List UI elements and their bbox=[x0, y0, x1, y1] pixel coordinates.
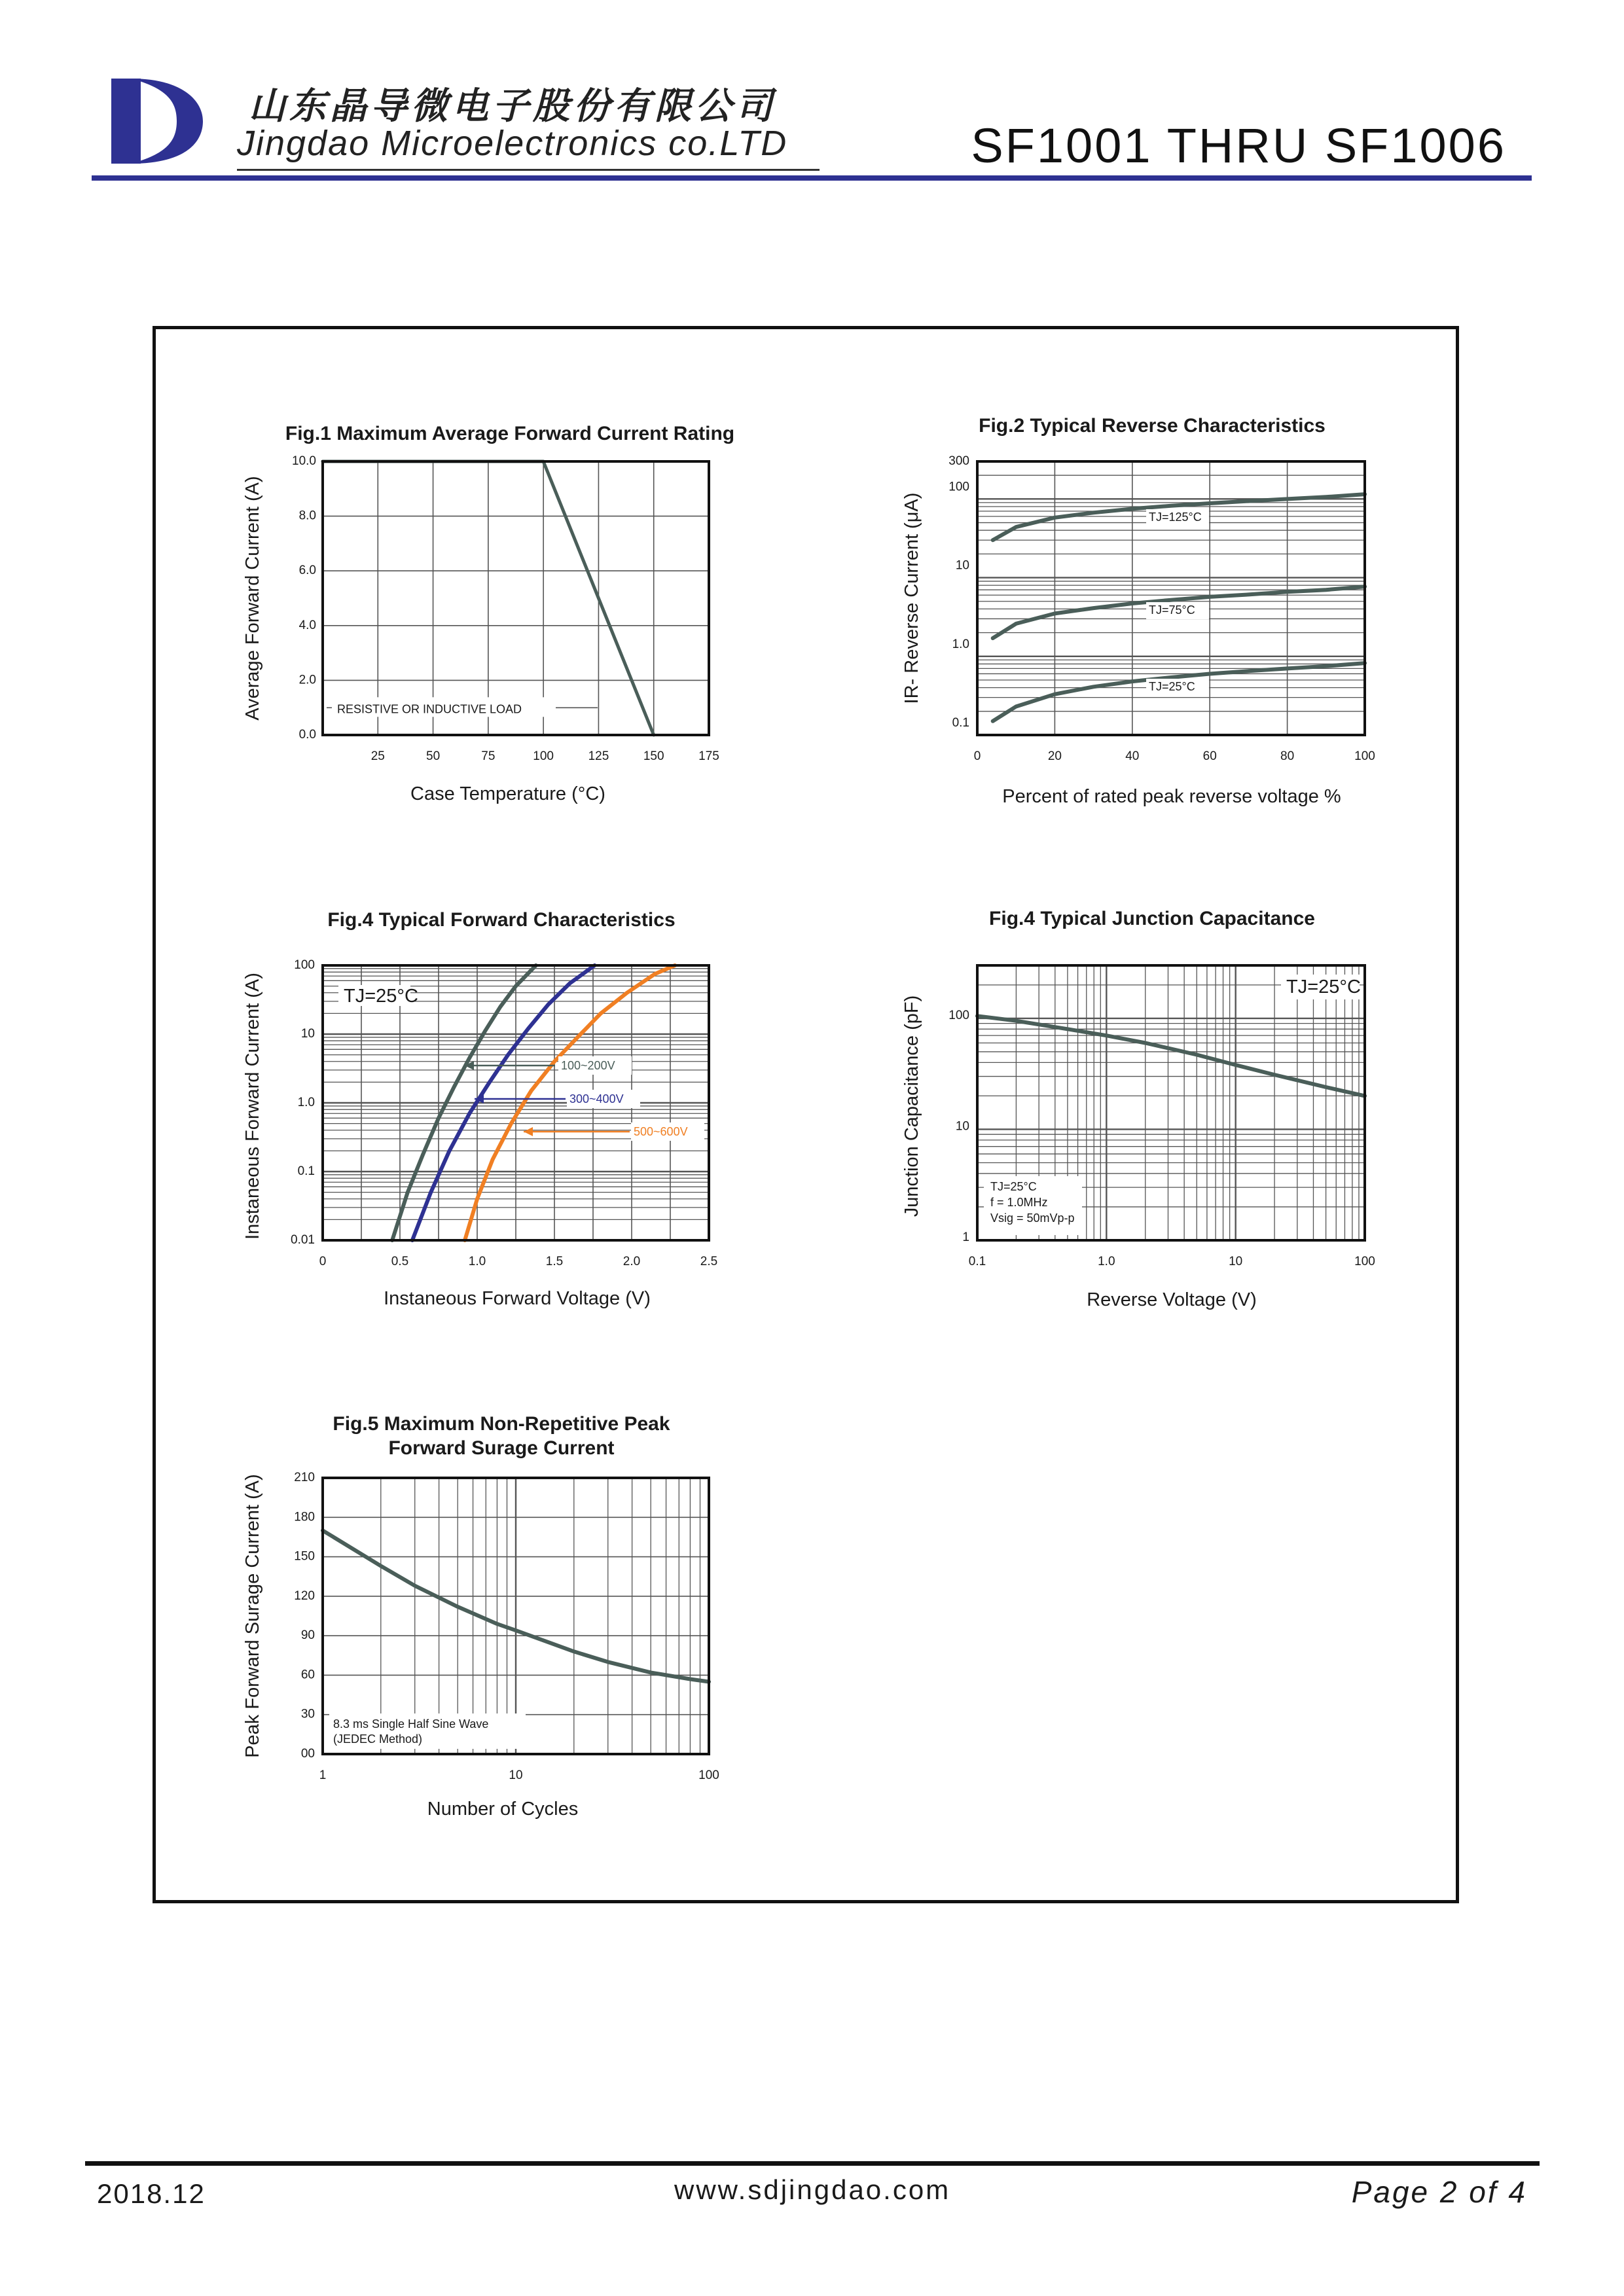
y-tick-label: 1.0 bbox=[297, 1096, 315, 1110]
curve-label: TJ=75°C bbox=[1149, 603, 1195, 617]
y-tick-label: 0.1 bbox=[297, 1164, 315, 1179]
y-tick-label: 90 bbox=[300, 1628, 315, 1643]
x-tick-label: 100 bbox=[1354, 1255, 1375, 1268]
y-tick-label: 100 bbox=[948, 480, 969, 494]
y-tick-label: 60 bbox=[300, 1668, 315, 1682]
chart-title: Forward Surage Current bbox=[388, 1437, 615, 1459]
note-line: Vsig = 50mVp-p bbox=[990, 1211, 1075, 1225]
y-tick-label: 4.0 bbox=[298, 618, 316, 632]
x-tick-label: 20 bbox=[1047, 749, 1062, 763]
y-tick-label: 1.0 bbox=[952, 637, 969, 651]
note-line: (JEDEC Method) bbox=[333, 1732, 423, 1746]
x-tick-label: 1.5 bbox=[545, 1255, 564, 1268]
x-tick-label: 2.5 bbox=[700, 1255, 718, 1268]
y-tick-label: 120 bbox=[294, 1588, 315, 1603]
y-axis-label: Average Forward Current (A) bbox=[242, 476, 263, 721]
y-tick-label: 10 bbox=[955, 1119, 969, 1134]
x-tick-label: 100 bbox=[533, 749, 554, 763]
y-tick-label: 210 bbox=[294, 1471, 315, 1485]
x-axis-label: Reverse Voltage (V) bbox=[1087, 1289, 1257, 1310]
x-tick-label: 100 bbox=[698, 1768, 719, 1782]
x-tick-label: 125 bbox=[588, 749, 609, 763]
y-tick-label: 0.1 bbox=[952, 716, 969, 730]
x-tick-label: 1 bbox=[319, 1768, 327, 1782]
x-axis-label: Percent of rated peak reverse voltage % bbox=[1002, 786, 1341, 807]
note-line: 8.3 ms Single Half Sine Wave bbox=[333, 1717, 489, 1731]
x-tick-label: 0.1 bbox=[968, 1255, 986, 1268]
y-tick-label: 100 bbox=[948, 1008, 969, 1022]
x-axis-label: Case Temperature (°C) bbox=[410, 783, 605, 804]
series-label: 500~600V bbox=[634, 1125, 688, 1138]
x-tick-label: 50 bbox=[426, 749, 441, 763]
series-label: 300~400V bbox=[569, 1092, 624, 1105]
curve-label: TJ=125°C bbox=[1149, 511, 1202, 524]
chart-title: Fig.1 Maximum Average Forward Current Rating bbox=[285, 423, 735, 444]
x-axis-label: Number of Cycles bbox=[427, 1799, 579, 1820]
y-tick-label: 10 bbox=[955, 558, 969, 573]
y-axis-label: Instaneous Forward Current (A) bbox=[242, 973, 263, 1240]
x-tick-label: 0 bbox=[973, 749, 981, 763]
y-tick-label: 8.0 bbox=[298, 509, 316, 523]
x-tick-label: 75 bbox=[481, 749, 496, 763]
y-tick-label: 00 bbox=[300, 1747, 315, 1761]
y-tick-label: 10 bbox=[300, 1027, 315, 1041]
capacitance-curve bbox=[977, 1016, 1365, 1096]
part-range-title: SF1001 THRU SF1006 bbox=[971, 118, 1506, 173]
x-tick-label: 40 bbox=[1125, 749, 1140, 763]
y-axis-label: IR- Reverse Current (μA) bbox=[901, 492, 922, 704]
footer-date: 2018.12 bbox=[97, 2178, 206, 2209]
note-line: f = 1.0MHz bbox=[990, 1196, 1048, 1209]
x-tick-label: 1.0 bbox=[1098, 1255, 1115, 1268]
fig2-chart bbox=[901, 415, 1375, 807]
y-tick-label: 0.01 bbox=[291, 1233, 315, 1247]
footer-url[interactable]: www.sdjingdao.com bbox=[674, 2174, 951, 2205]
chart-title: Fig.2 Typical Reverse Characteristics bbox=[979, 415, 1326, 437]
x-tick-label: 25 bbox=[370, 749, 385, 763]
x-tick-label: 10 bbox=[509, 1768, 523, 1782]
y-tick-label: 150 bbox=[294, 1549, 315, 1564]
y-tick-label: 0.0 bbox=[298, 728, 316, 742]
x-tick-label: 2.0 bbox=[623, 1255, 641, 1268]
condition-label: TJ=25°C bbox=[1286, 977, 1361, 997]
y-tick-label: 180 bbox=[294, 1510, 315, 1524]
y-tick-label: 10.0 bbox=[292, 454, 316, 469]
x-tick-label: 80 bbox=[1280, 749, 1295, 763]
y-tick-label: 2.0 bbox=[298, 673, 316, 687]
y-tick-label: 300 bbox=[948, 454, 969, 469]
company-name-cn: 山东晶导微电子股份有限公司 bbox=[249, 85, 776, 126]
y-tick-label: 30 bbox=[300, 1707, 315, 1721]
chart-title: Fig.5 Maximum Non-Repetitive Peak bbox=[333, 1413, 670, 1435]
x-tick-label: 150 bbox=[643, 749, 664, 763]
x-tick-label: 10 bbox=[1229, 1255, 1243, 1268]
company-name-en: Jingdao Microelectronics co.LTD bbox=[237, 124, 788, 163]
x-tick-label: 60 bbox=[1202, 749, 1217, 763]
x-tick-label: 0.5 bbox=[391, 1255, 409, 1268]
fig3-chart bbox=[242, 909, 717, 1309]
curve-label: TJ=25°C bbox=[1149, 680, 1195, 693]
note-line: TJ=25°C bbox=[990, 1180, 1037, 1193]
y-axis-label: Peak Forward Surage Current (A) bbox=[242, 1474, 263, 1758]
footer-page-number: Page 2 of 4 bbox=[1351, 2175, 1527, 2209]
series-label: 100~200V bbox=[561, 1059, 615, 1072]
x-tick-label: 0 bbox=[319, 1255, 327, 1268]
series-arrowhead bbox=[524, 1127, 533, 1136]
y-tick-label: 6.0 bbox=[298, 564, 316, 578]
x-tick-label: 100 bbox=[1354, 749, 1375, 763]
y-tick-label: 100 bbox=[294, 958, 315, 973]
chart-title: Fig.4 Typical Forward Characteristics bbox=[327, 909, 676, 931]
x-tick-label: 1.0 bbox=[468, 1255, 486, 1268]
fig4-chart bbox=[901, 908, 1375, 1310]
y-tick-label: 1 bbox=[962, 1230, 969, 1245]
x-tick-label: 175 bbox=[698, 749, 719, 763]
footer-rule bbox=[85, 2161, 1540, 2166]
annotation-text: RESISTIVE OR INDUCTIVE LOAD bbox=[337, 702, 522, 716]
plot-border bbox=[323, 461, 709, 735]
condition-label: TJ=25°C bbox=[344, 986, 418, 1007]
x-axis-label: Instaneous Forward Voltage (V) bbox=[384, 1288, 651, 1309]
chart-title: Fig.4 Typical Junction Capacitance bbox=[989, 908, 1315, 929]
fig5-chart bbox=[242, 1413, 719, 1820]
fig1-chart bbox=[242, 423, 734, 804]
y-axis-label: Junction Capacitance (pF) bbox=[901, 995, 922, 1217]
